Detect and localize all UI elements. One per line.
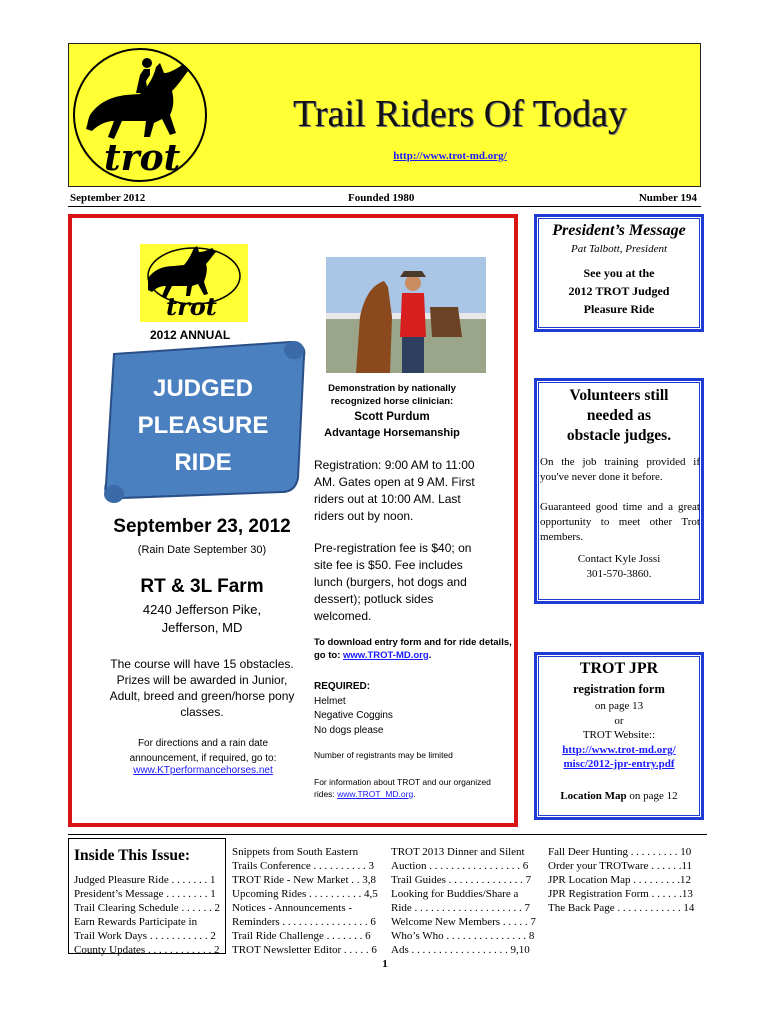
toc-column-4 [548,845,694,915]
newsletter-title: Trail Riders Of Today [292,93,628,135]
toc-item[interactable]: Trail Ride Challenge . . . . . . . 6 [232,930,371,942]
volunteers-heading-line-2: needed as [586,407,652,424]
scroll-banner [94,328,312,512]
jpr-subheading: registration form [573,682,665,696]
registration-info: Registration: 9:00 AM to 11:00 AM. Gates open at 9 AM. First riders out at 10:00 AM. Last riders out by noon. [314,458,475,523]
volunteers-opportunity: Guaranteed good time and a great opportunity to meet other Trot members. [540,501,700,543]
issue-date: September 2012 [70,192,146,204]
jpr-website-label: TROT Website:: [582,729,656,741]
volunteers-heading-line-3: obstacle judges. [566,427,672,444]
volunteers-contact-name: Contact Kyle Jossi [577,553,661,565]
venue-address-1: 4240 Jefferson Pike, [142,602,262,617]
toc-item[interactable]: JPR Location Map . . . . . . . . .12 [548,874,691,886]
fee-info: Pre-registration fee is $40; on site fee is $50. Fee includes lunch (burgers, hot dogs and dessert); potluck sides welcomed. [314,541,472,623]
toc-item[interactable]: Fall Deer Hunting . . . . . . . . . 10 [548,846,692,858]
toc-item[interactable]: Trails Conference . . . . . . . . . . 3 [232,860,374,872]
trot-logo [70,45,212,183]
flyer-logo-text: trot [166,292,217,321]
trot-info [314,776,510,800]
scroll-text [114,370,292,481]
president-heading: President’s Message [552,222,686,239]
toc-item[interactable]: Trail Work Days . . . . . . . . . . . 2 [74,930,216,942]
toc-item[interactable]: President’s Message . . . . . . . . 1 [74,888,216,900]
registrant-limit: Number of registrants may be limited [314,750,453,760]
toc-item[interactable]: Snippets from South Eastern [232,846,359,858]
demo-line-2: recognized horse clinician: [330,396,454,407]
trot-info-text: For information about TROT and our organized rides: [314,777,491,799]
toc-item[interactable]: TROT Newsletter Editor . . . . . 6 [232,944,377,956]
required-coggins: Negative Coggins [314,710,393,721]
jpr-details [538,699,700,772]
founded-text: Founded 1980 [348,192,415,204]
toc-column-2 [232,845,378,957]
toc-item[interactable]: Notices - Announcements - [232,902,353,914]
logo-text: trot [104,137,181,179]
clinician-photo [326,257,486,373]
toc-item[interactable]: Who’s Who . . . . . . . . . . . . . . . 8 [391,930,535,942]
jpr-link-1[interactable]: http://www.trot-md.org/ [562,743,676,756]
toc-item[interactable]: Welcome New Members . . . . . 7 [391,916,536,928]
clinician-name: Scott Purdum [354,411,430,423]
volunteers-heading [538,386,700,446]
page-number: 1 [382,958,388,970]
toc-item[interactable]: Auction . . . . . . . . . . . . . . . . . 6 [391,860,529,872]
download-text: To download entry form and for ride details, go to: [314,637,512,661]
scroll-line-1: JUDGED [152,375,254,402]
toc-item[interactable]: TROT Ride - New Market . . 3,8 [232,874,376,886]
annual-label: 2012 ANNUAL [150,328,231,342]
venue-name: RT & 3L Farm [140,576,264,597]
jpr-or: or [614,714,624,727]
president-byline: Pat Talbott, President [570,243,668,255]
toc-item[interactable]: Trail Clearing Schedule . . . . . . 2 [74,902,220,914]
toc-item[interactable]: Reminders . . . . . . . . . . . . . . . . 6 [232,916,376,928]
toc-column-3 [391,845,536,957]
flyer-logo [140,244,248,322]
volunteers-contact [538,552,700,582]
toc-item[interactable]: Upcoming Rides . . . . . . . . . . 4,5 [232,888,378,900]
jpr-map [538,790,700,802]
required-helmet: Helmet [314,695,346,707]
requirements-list [314,680,474,738]
directions-text: For directions and a rain date announcement, if required, go to: [129,738,277,764]
toc-item[interactable]: Ads . . . . . . . . . . . . . . . . . . 9,10 [391,944,530,956]
toc-item[interactable]: Order your TROTware . . . . . .11 [548,860,693,872]
toc-heading: Inside This Issue: [74,847,191,864]
president-line-2: 2012 TROT Judged [568,284,670,298]
clinician-business: Advantage Horsemanship [324,427,460,439]
toc-item[interactable]: TROT 2013 Dinner and Silent [391,846,525,858]
directions-link[interactable]: www.KTperformancehorses.net [133,765,273,776]
issue-number: Number 194 [638,192,697,204]
toc-column-1 [74,873,220,957]
download-link[interactable]: www.TROT-MD.org [343,650,429,661]
website-link[interactable]: http://www.trot-md.org/ [393,150,507,162]
toc-item[interactable]: JPR Registration Form . . . . . .13 [548,888,693,900]
download-info [314,636,514,662]
toc-item[interactable]: Looking for Buddies/Share a [391,888,519,900]
toc-item[interactable]: Earn Rewards Participate in [74,916,198,928]
toc-item[interactable]: The Back Page . . . . . . . . . . . . 14 [548,902,695,914]
demo-line-1: Demonstration by nationally [328,383,456,394]
jpr-map-label: Location Map [560,790,627,802]
president-line-1: See you at the [583,266,655,280]
scroll-line-3: RIDE [174,449,232,476]
jpr-heading: TROT JPR [579,660,659,677]
event-date: September 23, 2012 [113,516,291,537]
toc-item[interactable]: Judged Pleasure Ride . . . . . . . 1 [74,874,216,886]
trot-info-end: . [413,789,416,799]
jpr-link-2[interactable]: misc/2012-jpr-entry.pdf [563,758,675,770]
jpr-map-page: on page 12 [626,790,678,802]
required-title: REQUIRED: [314,681,371,692]
course-description: The course will have 15 obstacles. Prizes will be awarded in Junior, Adult, breed and green/horse pony classes. [109,657,295,719]
required-no-dogs: No dogs please [314,724,384,736]
download-end: . [428,650,432,661]
volunteers-training: On the job training provided if you've never done it before. [540,456,700,483]
toc-item[interactable]: Ride . . . . . . . . . . . . . . . . . . . . 7 [391,902,531,914]
volunteers-contact-phone: 301-570-3860. [586,568,652,580]
rain-date: (Rain Date September 30) [137,544,267,556]
president-message [538,264,700,318]
toc-item[interactable]: Trail Guides . . . . . . . . . . . . . . 7 [391,874,532,886]
volunteers-heading-line-1: Volunteers still [569,387,669,404]
venue-address-2: Jefferson, MD [161,620,243,635]
toc-item[interactable]: County Updates . . . . . . . . . . . . 2 [74,944,220,956]
president-line-3: Pleasure Ride [583,302,655,316]
scroll-line-2: PLEASURE [137,412,269,439]
toc-divider [68,834,707,835]
trot-info-link[interactable]: www.TROT_MD.org [337,789,414,799]
jpr-page: on page 13 [594,700,644,712]
issue-info-bar [68,190,701,207]
demo-text [312,382,472,408]
